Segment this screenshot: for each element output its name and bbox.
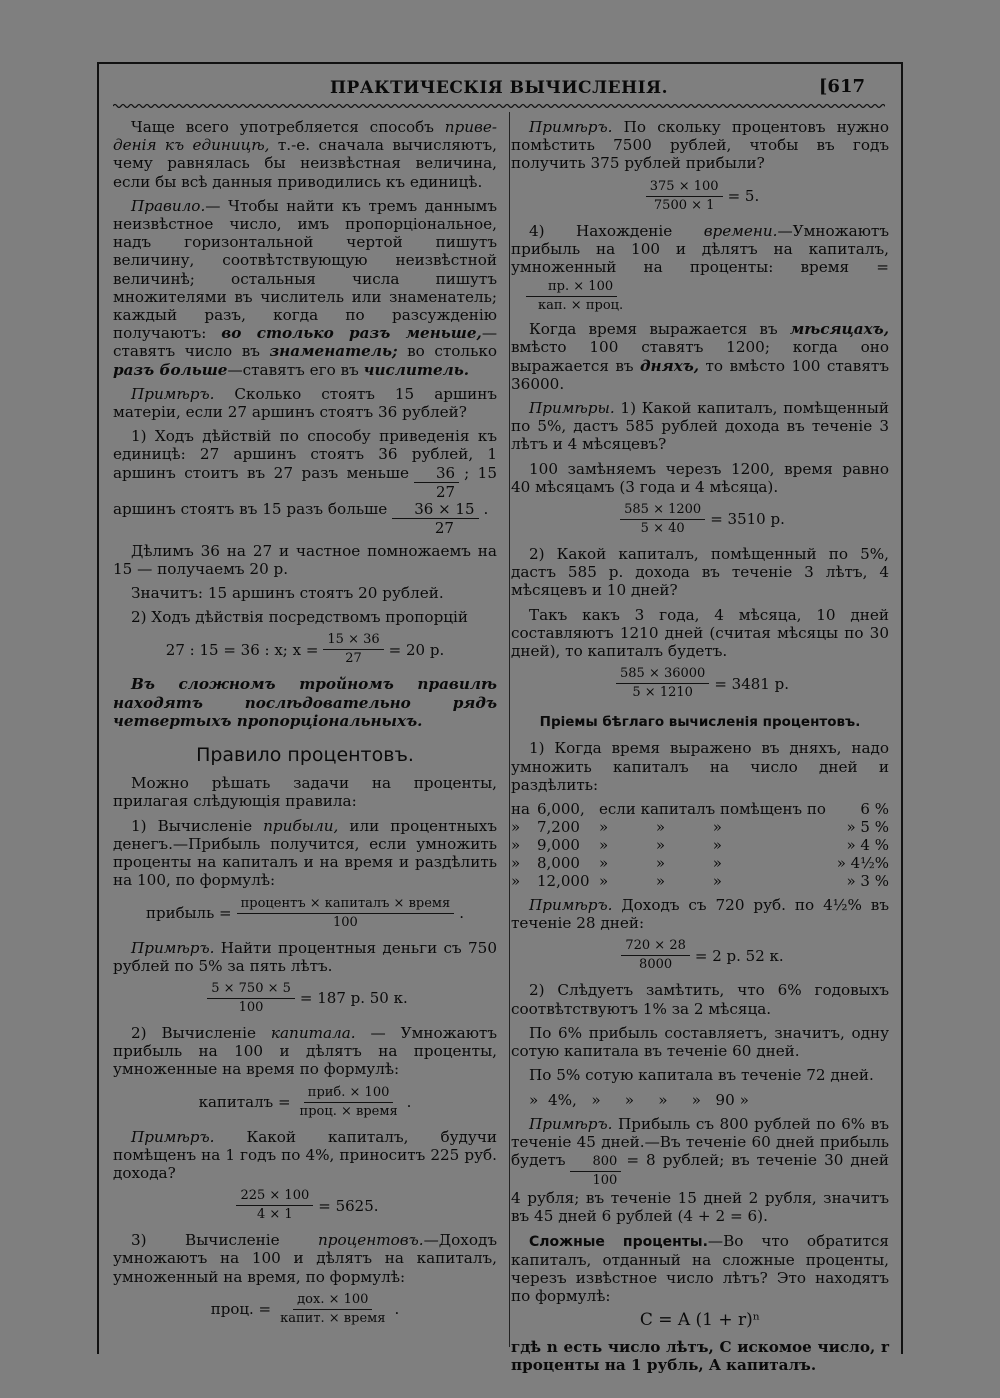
rates-cell: на — [511, 800, 530, 819]
rates-cell: » 3 % — [846, 872, 889, 891]
rates-cell: 6 % — [860, 800, 889, 819]
rates-row — [511, 800, 889, 818]
rates-table — [511, 800, 889, 890]
right-column — [511, 118, 889, 1380]
formula: $\frac{720 \times 28}{8000}$ = 2 р. 52 к. — [511, 938, 889, 973]
rates-row — [511, 872, 889, 890]
paragraph: 2) Ходъ дѣйствія посредствомъ пропорцій — [131, 608, 469, 627]
rates-cell: 6,000, — [537, 800, 585, 819]
example-paragraph: Примѣры. 1) Какой капиталъ, помѣщенный по 5%, дастъ 585 рублей дохода въ теченіе 3 лѣтъ и 4 мѣсяцевъ? — [511, 399, 889, 454]
formula: $\frac{5 \times 750 \times 5}{100}$ = 187 р. 50 к. — [113, 981, 497, 1016]
rule-statement: Въ сложномъ тройномъ правилѣ находятъ послѣдовательно рядъ четвертыхъ пропорціональныхъ. — [113, 675, 497, 730]
rates-cell: » » » — [599, 836, 722, 855]
rates-cell: » » » — [599, 872, 722, 891]
paragraph: 100 замѣняемъ черезъ 1200, время равно 40 мѣсяцамъ (3 года и 4 мѣсяца). — [511, 459, 889, 496]
paragraph: гдѣ n есть число лѣтъ, C искомое число, r проценты на 1 рубль, A капиталъ. — [511, 1337, 889, 1374]
example-paragraph: Примѣръ. Сколько стоятъ 15 аршинъ матеріи, если 27 аршинъ стоятъ 36 рублей? — [113, 384, 497, 422]
rates-cell: 9,000 — [537, 836, 580, 855]
section-heading: Пріемы бѣглаго вычисленія процентовъ. — [539, 714, 861, 731]
book-page — [97, 62, 903, 1374]
paragraph: » 4%, » » » » 90 » — [529, 1090, 749, 1109]
formula: $\frac{585 \times 36000}{5 \times 1210}$ = 3481 р. — [511, 666, 889, 701]
example-paragraph: Примѣръ. Доходъ съ 720 руб. по 4½% въ теченіе 28 дней: — [511, 896, 889, 933]
rates-cell: » — [511, 872, 521, 891]
example-paragraph: Примѣръ. Найти процентныя деньги съ 750 рублей по 5% за пять лѣтъ. — [113, 938, 497, 975]
paragraph: Значитъ: 15 аршинъ стоятъ 20 рублей. — [131, 584, 444, 603]
paragraph: 2) Вычисленіе капитала. — Умножаютъ прибыль на 100 и дѣлятъ на проценты, умноженные на время по формулѣ: — [113, 1023, 497, 1079]
paragraph: 1) Когда время выражено въ дняхъ, надо умножить капиталъ на число дней и раздѣлить: — [511, 739, 889, 794]
rates-cell: 8,000 — [537, 854, 580, 873]
rates-cell: » — [511, 854, 521, 873]
running-header — [99, 64, 899, 98]
rates-cell: » 4 % — [846, 836, 889, 855]
profit-formula: прибыль = $\frac{\text{процентъ × капиталъ × время}}{100}$ . — [145, 895, 465, 930]
formula: $\frac{585 \times 1200}{5 \times 40}$ = 3510 р. — [511, 502, 889, 537]
rule-paragraph: Правило.— Чтобы найти къ тремъ даннымъ неизвѣстное число, имъ пропорціональное, надъ горизонтальной чертой пишутъ величину, соотвѣтствующую неизвѣстной величинѣ; остальныя числа пишутъ множителями въ числитель или знаменатель; каждый разъ, когда по разсужденію получаютъ: во столько разъ меньше,—ставятъ число въ знаменатель; во столько разъ больше—ставятъ его въ числитель. — [113, 196, 497, 379]
formula: $\frac{225 \times 100}{4 \times 1}$ = 5625. — [113, 1188, 497, 1223]
rates-row — [511, 854, 889, 872]
fraction: $\frac{36 \times 15}{27}$ — [392, 501, 478, 536]
paragraph: Такъ какъ 3 года, 4 мѣсяца, 10 дней составляютъ 1210 дней (считая мѣсяцы по 30 дней), то капиталъ будетъ. — [511, 605, 889, 661]
example-paragraph: Примѣръ. Прибыль съ 800 рублей по 6% въ теченіе 45 дней.—Въ теченіе 60 дней прибыль будетъ $\frac{800}{100}$ = 8 рублей; въ теченіе 30 дней 4 рубля; въ теченіе 15 дней 2 рубля, значитъ въ 45 дней 6 рублей (4 + 2 = 6). — [511, 1114, 889, 1226]
rates-row — [511, 836, 889, 854]
example-paragraph: Примѣръ. Какой капиталъ, будучи помѣщенъ на 1 годъ по 4%, приноситъ 225 руб. дохода? — [113, 1127, 497, 1182]
fraction: $\frac{36}{27}$ — [414, 465, 459, 500]
capital-formula: капиталъ = $\frac{\text{приб. × 100}}{\text{проц. × время}}$ . — [198, 1084, 412, 1119]
paragraph: По 6% прибыль составляетъ, значитъ, одну сотую капитала въ теченіе 60 дней. — [511, 1023, 889, 1061]
wavy-rule — [113, 102, 885, 110]
running-title: ПРАКТИЧЕСКІЯ ВЫЧИСЛЕНІЯ. — [329, 78, 669, 98]
rates-cell: » — [511, 836, 521, 855]
paragraph: Можно рѣшать задачи на проценты, прилагая слѣдующія правила: — [113, 774, 497, 811]
column-divider — [509, 112, 510, 1347]
paragraph: 1) Вычисленіе прибыли, или процентныхъ денегъ.—Прибыль получится, если умножить проценты на капиталъ и на время и раздѣлить на 100, по формулѣ: — [113, 816, 497, 890]
time-paragraph: 4) Нахожденіе времени.—Умножаютъ прибыль на 100 и дѣлятъ на капиталъ, умноженный на проценты: время = $\frac{пр. \times 100}{\text{кап. × проц.}}$ — [511, 221, 889, 314]
rates-cell: » 4½% — [836, 854, 889, 873]
rates-cell: » 5 % — [846, 818, 889, 837]
paragraph: По 5% сотую капитала въ теченіе 72 дней. — [529, 1066, 874, 1085]
rates-cell: » » » — [599, 854, 722, 873]
paragraph: 2) Слѣдуетъ замѣтить, что 6% годовыхъ соотвѣтствуютъ 1% за 2 мѣсяца. — [511, 981, 889, 1018]
compound-paragraph: Сложные проценты.—Во что обратится капиталъ, отданный на сложные проценты, черезъ извѣстное число лѣтъ? Это находятъ по формулѣ: — [511, 1231, 890, 1306]
percent-formula: проц. = $\frac{\text{дох. × 100}}{\text{капит. × время}}$ . — [210, 1291, 400, 1326]
section-heading: Правило процентовъ. — [196, 744, 414, 767]
left-column — [113, 118, 497, 1335]
paragraph: Когда время выражается въ мѣсяцахъ, вмѣсто 100 ставятъ 1200; когда оно выражается въ дняхъ, то вмѣсто 100 ставятъ 36000. — [511, 320, 889, 393]
paragraph: Дѣлимъ 36 на 27 и частное помножаемъ на 15 — получаемъ 20 р. — [113, 541, 497, 578]
proportion-formula: 27 : 15 = 36 : x; x = $\frac{15 \times 36}{27}$ = 20 р. — [165, 632, 445, 667]
rates-cell: 7,200 — [537, 818, 580, 837]
page-number: [617 — [818, 76, 865, 97]
rates-cell: » — [511, 818, 521, 837]
rates-cell: » » » — [599, 818, 722, 837]
rates-cell: 12,000 — [537, 872, 590, 891]
solution-paragraph: 1) Ходъ дѣйствій по способу приведенія къ единицѣ: 27 аршинъ стоятъ 36 рублей, 1 аршинъ стоитъ въ 27 разъ меньше $\frac{36}{27}$ ; 15 аршинъ стоятъ въ 15 разъ больше $\frac{36 \times 15}{27}$ . — [113, 427, 497, 537]
rates-cell: если капиталъ помѣщенъ по — [599, 800, 826, 819]
formula: $\frac{375 \times 100}{7500 \times 1}$ = 5. — [511, 179, 889, 214]
example-paragraph: Примѣръ. По скольку процентовъ нужно помѣстить 7500 рублей, чтобы въ годъ получить 375 рублей прибыли? — [511, 118, 889, 173]
compound-formula: C = A (1 + r)ⁿ — [639, 1310, 761, 1331]
paragraph: Чаще всего употребляется способъ приведенія къ единицѣ, т.-е. сначала вычисляютъ, чему равнялась бы неизвѣстная величина, если бы всѣ данныя приводились къ единицѣ. — [113, 118, 497, 191]
paragraph: 2) Какой капиталъ, помѣщенный по 5%, дастъ 585 р. дохода въ теченіе 3 лѣтъ, 4 мѣсяцевъ и 10 дней? — [511, 545, 889, 600]
rates-row — [511, 818, 889, 836]
paragraph: 3) Вычисленіе процентовъ.—Доходъ умножаютъ на 100 и дѣлятъ на капиталъ, умноженный на время, по формулѣ: — [113, 1231, 497, 1286]
